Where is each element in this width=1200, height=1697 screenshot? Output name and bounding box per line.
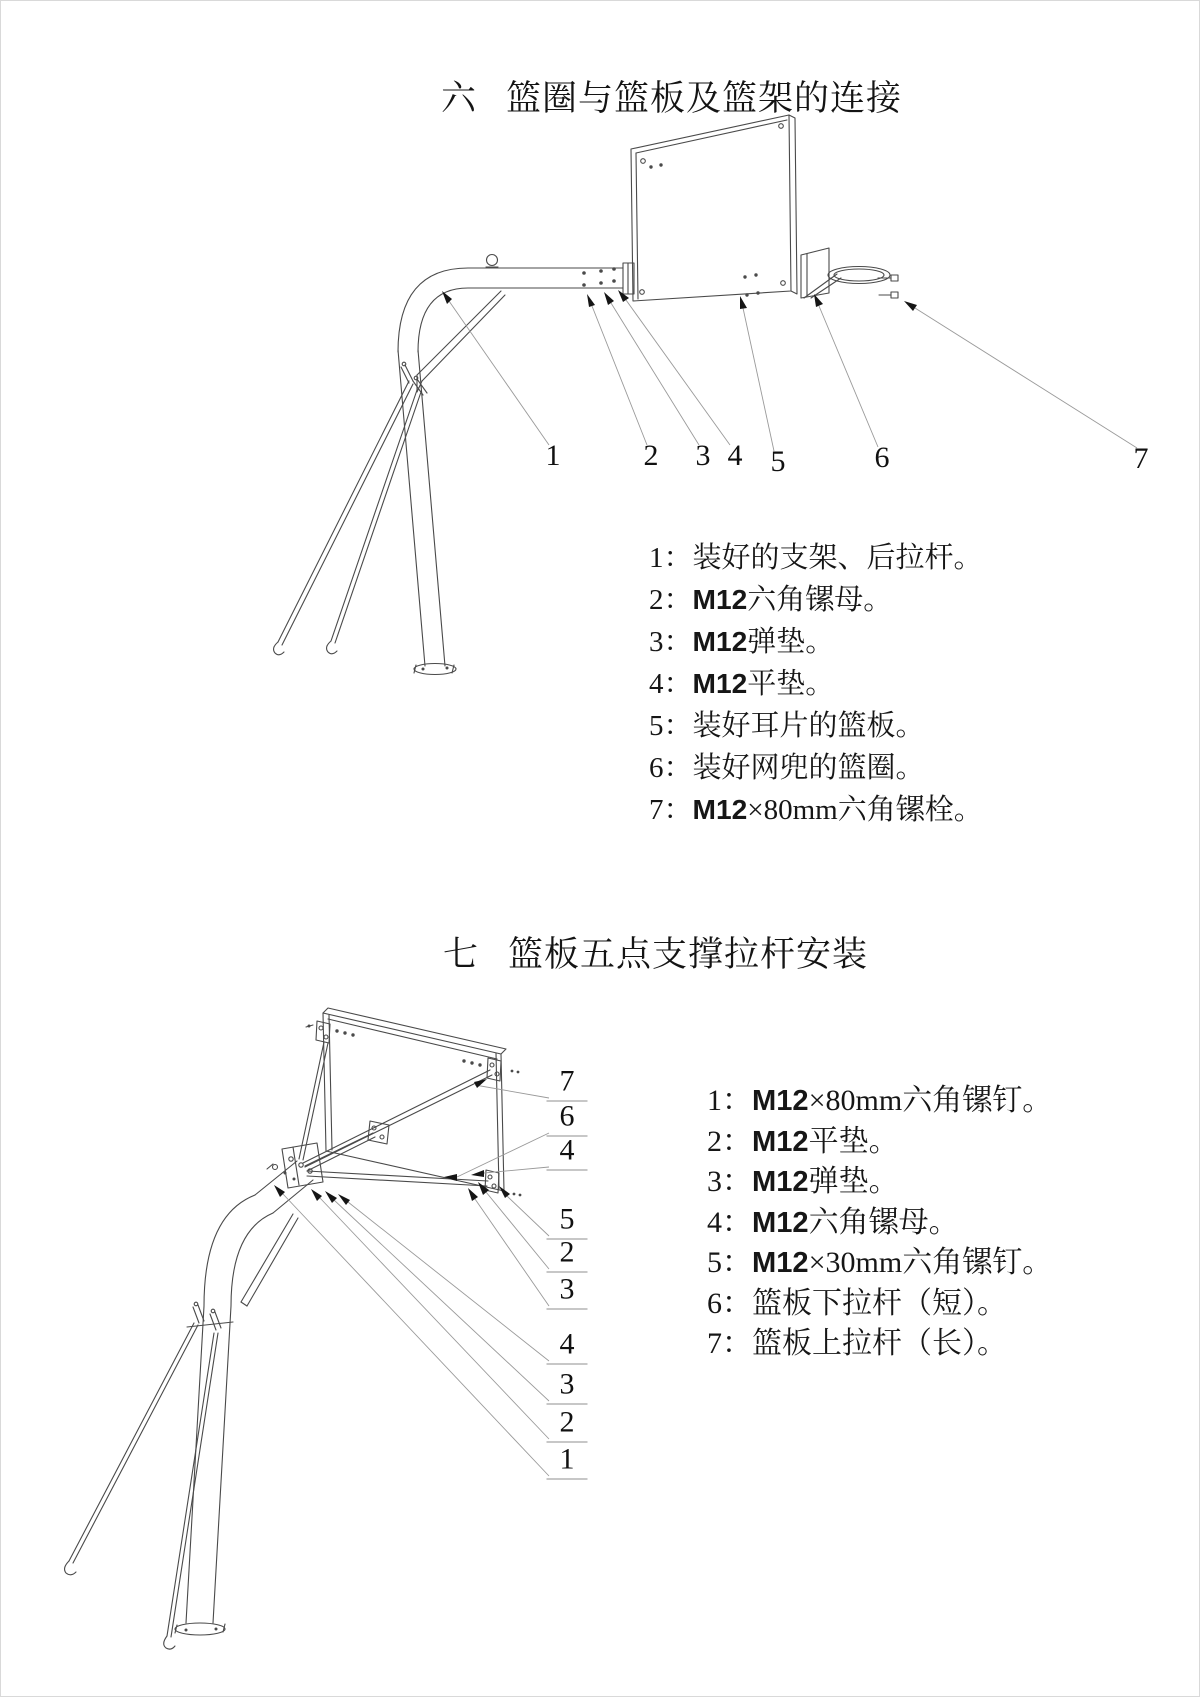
leader-lines-6 (449, 300, 1137, 451)
section-6-number: 六 (441, 79, 477, 118)
support-rods (299, 1042, 492, 1186)
part-list-item: 4：M12六角镙母。 (707, 1205, 959, 1239)
leader-arrows-6 (442, 290, 917, 311)
part-list-item: 5：装好耳片的篮板。 (649, 710, 925, 742)
section-6-title: 篮圈与篮板及篮架的连接 (506, 79, 903, 118)
leader-lines-7 (283, 1085, 549, 1476)
hook (65, 1561, 76, 1575)
callout-number-2: 2 (643, 439, 659, 472)
callout-number-5: 5 (547, 1205, 588, 1240)
eyelet-ring (487, 255, 498, 266)
section-7-parts-list (707, 1081, 1052, 1365)
part-list-item: 2：M12平垫。 (707, 1124, 899, 1158)
part-list-item: 1：装好的支架、后拉杆。 (649, 542, 983, 574)
section-7-number: 七 (443, 935, 479, 974)
section-7-heading (443, 927, 868, 977)
part-list-item: 7：篮板上拉杆（长）。 (707, 1327, 1007, 1360)
callout-number-3: 3 (547, 1370, 588, 1405)
assembly-diagrams-line-art (1, 1, 1200, 1697)
callout-number-4: 4 (727, 439, 743, 472)
hex-bolts (878, 275, 898, 298)
callout-number-4: 4 (547, 1136, 588, 1171)
part-list-item: 7：M12×80mm六角镙栓。 (649, 794, 983, 826)
base-flange (414, 664, 456, 675)
leader-arrows-7 (274, 1079, 510, 1205)
part-list-item: 6：篮板下拉杆（短）。 (707, 1286, 1007, 1320)
pole-and-arm (398, 255, 634, 667)
diagram-five-point-support (65, 1008, 522, 1649)
part-list-item: 3：M12弹垫。 (649, 626, 835, 658)
callout-number-3: 3 (547, 1275, 588, 1310)
rear-pull-rods (274, 362, 427, 655)
section-6-parts-list (649, 537, 983, 831)
callout-number-1: 1 (545, 439, 561, 472)
callout-number-1: 1 (547, 1445, 588, 1480)
anchor-rods (65, 1302, 233, 1649)
callout-number-2: 2 (547, 1238, 588, 1273)
callout-number-5: 5 (770, 445, 786, 478)
callout-number-6: 6 (547, 1102, 588, 1137)
callout-number-4: 4 (547, 1330, 588, 1365)
base-flange-rear (175, 1623, 225, 1635)
arm-junction-bracket (267, 1143, 323, 1188)
part-list-item: 6：装好网兜的篮圈。 (649, 752, 925, 784)
hook (164, 1636, 175, 1649)
section-6-heading (441, 71, 902, 121)
arm-end-bolts (582, 267, 616, 287)
part-list-item: 2：M12六角镙母。 (649, 584, 893, 616)
callout-number-3: 3 (695, 439, 711, 472)
section-7-title: 篮板五点支撑拉杆安装 (508, 935, 869, 974)
callout-number-6: 6 (874, 441, 890, 474)
callout-number-2: 2 (547, 1408, 588, 1443)
callout-number-7: 7 (547, 1067, 588, 1102)
part-list-item: 1：M12×80mm六角镙钉。 (707, 1084, 1053, 1117)
part-list-item: 5：M12×30mm六角镙钉。 (707, 1246, 1053, 1279)
callout-number-7: 7 (1133, 442, 1149, 475)
backboard (631, 115, 797, 301)
part-list-item: 3：M12弹垫。 (707, 1165, 899, 1198)
rim (801, 248, 890, 298)
part-list-item: 4：M12平垫。 (649, 668, 835, 700)
backboard-rear (306, 1008, 521, 1196)
lower-short-rod (307, 1171, 488, 1181)
